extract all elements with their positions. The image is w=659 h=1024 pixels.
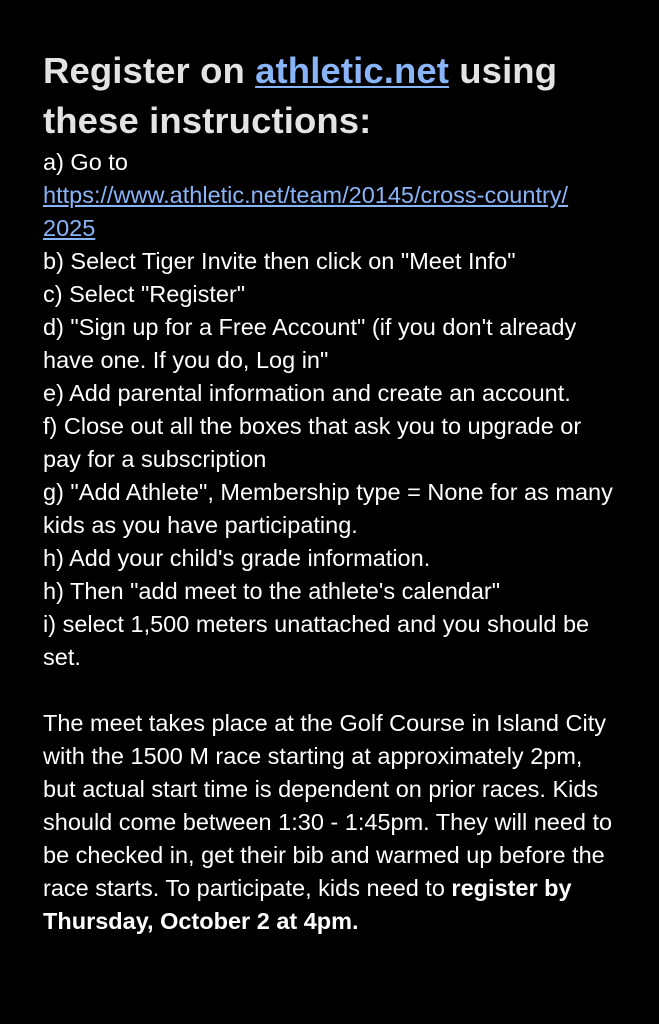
step-a-text: a) Go to	[43, 149, 128, 175]
team-page-link-line2: 2025	[43, 215, 96, 241]
step-g: g) "Add Athlete", Membership type = None for as many kids as you have participating.	[43, 479, 613, 538]
step-e: e) Add parental information and create an account.	[43, 380, 571, 406]
step-d: d) "Sign up for a Free Account" (if you don't already have one. If you do, Log in"	[43, 314, 577, 373]
heading-suffix: using these instructions:	[43, 50, 558, 141]
team-page-link-line1: https://www.athletic.net/team/20145/cross-country/	[43, 182, 569, 208]
step-h-calendar: h) Then "add meet to the athlete's calendar"	[43, 578, 501, 604]
step-b: b) Select Tiger Invite then click on "Meet Info"	[43, 248, 516, 274]
meet-info-text: The meet takes place at the Golf Course in Island City with the 1500 M race starting at approximately 2pm, but actual start time is dependent on prior races. Kids should come between 1:30 - 1:45pm. They will need to be checked in, get their bib and warmed up before the race starts. To participate, kids need to	[43, 710, 613, 901]
meet-info-paragraph	[43, 707, 617, 938]
instructions-heading	[43, 46, 617, 146]
registration-deadline: register by Thursday, October 2 at 4pm.	[43, 875, 572, 934]
heading-prefix: Register on	[43, 50, 256, 91]
step-c: c) Select "Register"	[43, 281, 246, 307]
team-page-link[interactable]	[43, 182, 568, 241]
athletic-net-link[interactable]: athletic.net	[255, 50, 450, 91]
registration-steps	[43, 146, 617, 674]
step-i: i) select 1,500 meters unattached and you should be set.	[43, 611, 590, 670]
step-h-grade: h) Add your child's grade information.	[43, 545, 431, 571]
step-a	[43, 146, 617, 245]
step-f: f) Close out all the boxes that ask you to upgrade or pay for a subscription	[43, 413, 582, 472]
